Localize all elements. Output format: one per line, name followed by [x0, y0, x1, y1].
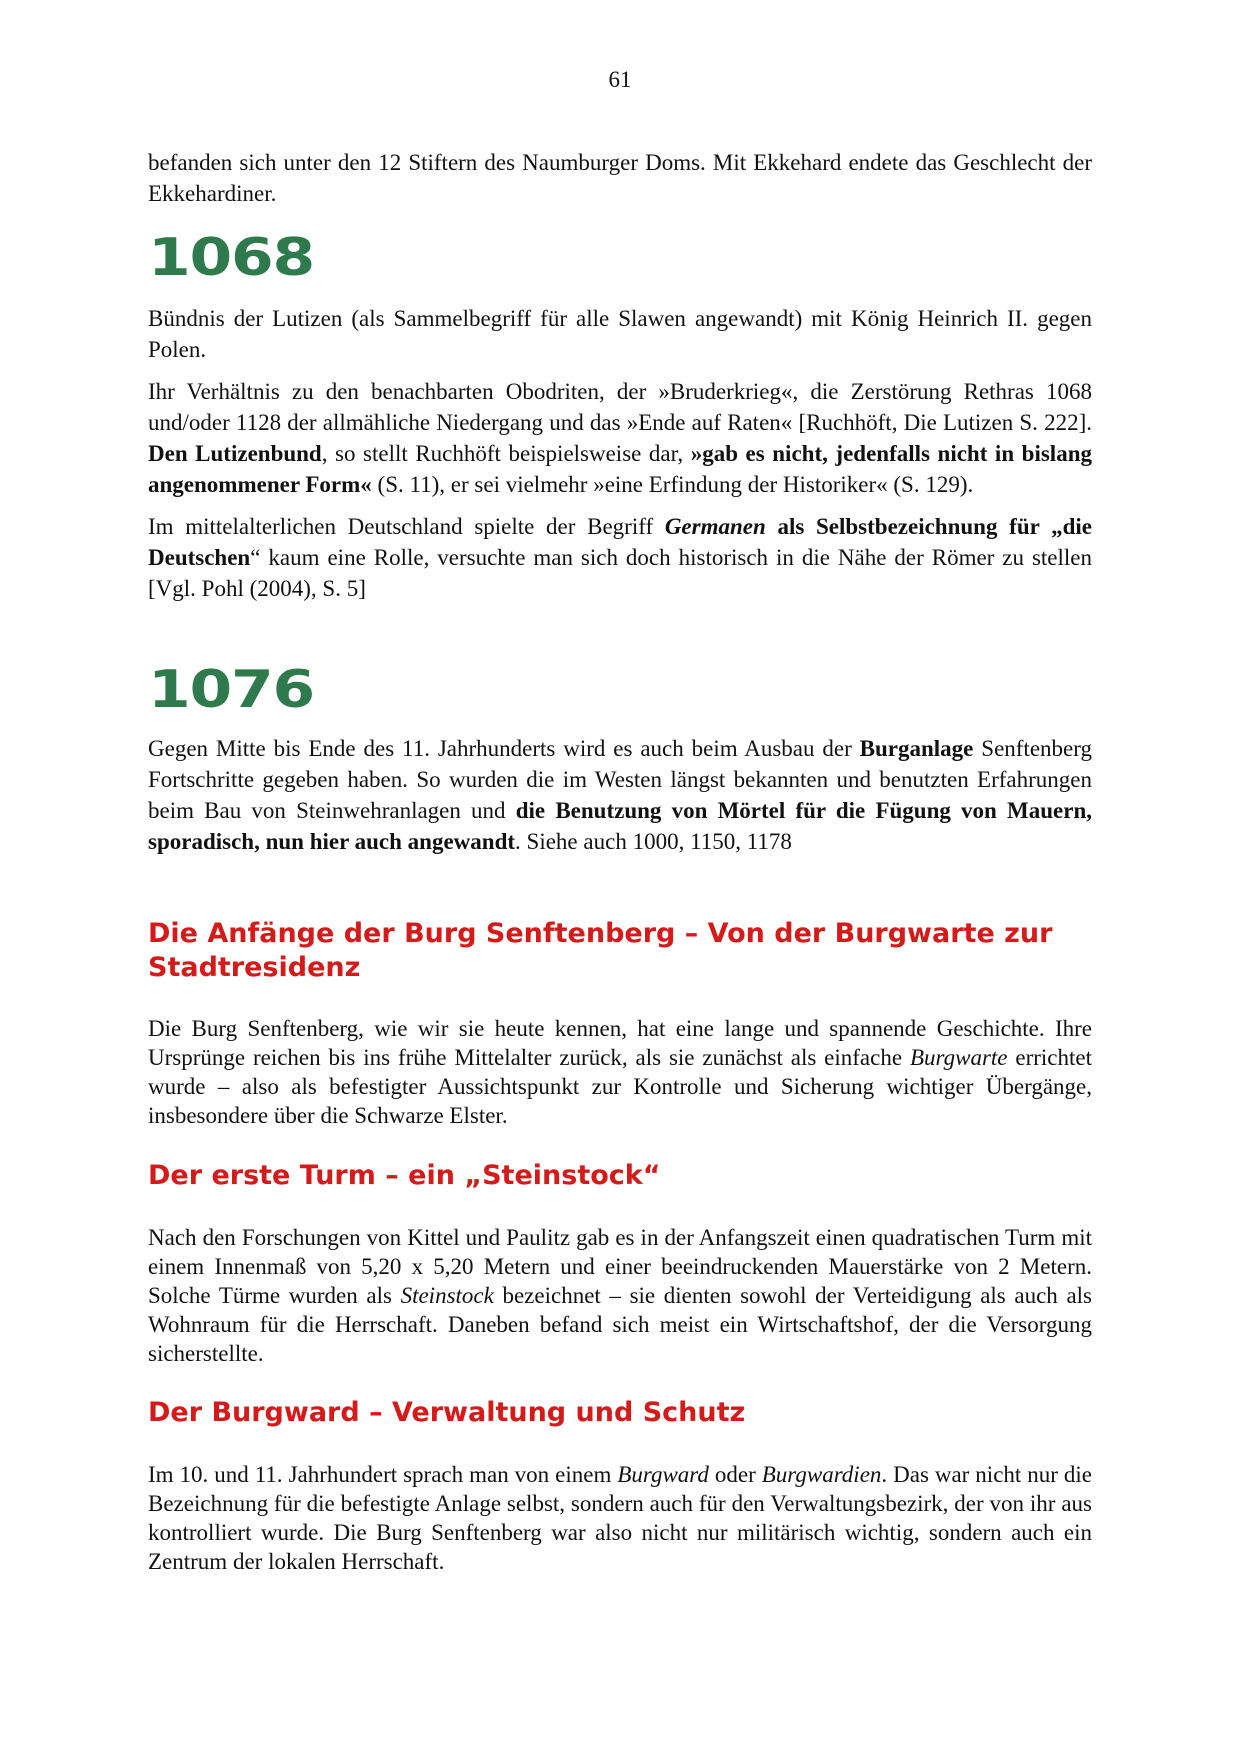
- heading-erster-turm: Der erste Turm – ein „Steinstock“: [148, 1160, 661, 1191]
- bold-run: Burganlage: [859, 736, 974, 761]
- section-turm-body: [148, 1223, 1092, 1368]
- italic-run: Burgward: [617, 1462, 709, 1487]
- paragraph-burgward: [148, 1460, 1092, 1576]
- page-number: 61: [608, 67, 632, 92]
- section-1076-body: [148, 733, 1092, 857]
- section-burg-body: [148, 1014, 1092, 1130]
- paragraph-burg-senftenberg: [148, 1014, 1092, 1130]
- year-heading-1068: 1068: [148, 228, 315, 288]
- text-run: Im mittelalterlichen Deutschland spielte der Begriff: [148, 514, 665, 539]
- year-heading-1076: 1076: [148, 660, 315, 720]
- bold-run: als Selbstbezeichnung für „die Deutschen: [148, 514, 1092, 570]
- text-run: . Siehe auch 1000, 1150, 1178: [515, 829, 792, 854]
- italic-run: Burgwarte: [909, 1045, 1008, 1070]
- section-burgward-body: [148, 1460, 1092, 1576]
- text-run: Im 10. und 11. Jahrhundert sprach man von einem: [148, 1462, 618, 1487]
- text-run: errichtet wurde – also als befestigter Aussichtspunkt zur Kontrolle und Sicherung wichtiger Übergänge, insbesondere über die Schwarze Elster.: [148, 1045, 1092, 1128]
- bold-run: die Benutzung von Mörtel für die Fügung von Mauern, sporadisch, nun hier auch angewandt: [148, 798, 1092, 854]
- text-run: , so stellt Ruchhöft beispielsweise dar,: [321, 441, 691, 466]
- paragraph-germanen: [148, 511, 1092, 604]
- heading-burgward: Der Burgward – Verwaltung und Schutz: [148, 1397, 746, 1428]
- paragraph-burganlage: [148, 733, 1092, 857]
- bold-run: »gab es nicht, jedenfalls nicht in bislang angenommener Form«: [148, 441, 1092, 497]
- intro-block: [148, 147, 1092, 209]
- paragraph-steinstock: [148, 1223, 1092, 1368]
- text-run: bezeichnet – sie dienten sowohl der Verteidigung als auch als Wohnraum für die Herrschaft. Daneben befand sich meist ein Wirtschaftshof, der die Versorgung sicherstellte.: [148, 1283, 1092, 1366]
- text-run: Senftenberg Fortschritte gegeben haben. So wurden die im Westen längst bekannten und benutzten Erfahrungen beim Bau von Steinwehranlagen und: [148, 736, 1092, 823]
- paragraph-verhaeltnis: [148, 376, 1092, 500]
- text-run: Gegen Mitte bis Ende des 11. Jahrhunderts wird es auch beim Ausbau der: [148, 736, 860, 761]
- text-run: Die Burg Senftenberg, wie wir sie heute kennen, hat eine lange und spannende Geschichte. Ihre Ursprünge reichen bis ins frühe Mittelalter zurück, als sie zunächst als einfache: [148, 1016, 1092, 1070]
- italic-run: Burgwardien: [761, 1462, 882, 1487]
- italic-run: Steinstock: [400, 1283, 494, 1308]
- paragraph-buendnis: Bündnis der Lutizen (als Sammelbegriff für alle Slawen angewandt) mit König Heinrich II. gegen Polen.: [148, 306, 1092, 362]
- text-run: oder: [708, 1462, 762, 1487]
- text-run: Ihr Verhältnis zu den benachbarten Obodriten, der »Bruderkrieg«, die Zerstörung Rethras 1068 und/oder 1128 der allmähliche Niedergang und das »Ende auf Raten« [Ruchhöft, Die Lutizen S. 222].: [148, 379, 1092, 435]
- bold-run: Den Lutizenbund: [148, 441, 322, 466]
- heading-anfaenge-burg: Die Anfänge der Burg Senftenberg – Von der Burgwarte zur Stadtresidenz: [148, 918, 1053, 983]
- text-run: . Das war nicht nur die Bezeichnung für die befestigte Anlage selbst, sondern auch für den Verwaltungsbezirk, der von ihr aus kontrolliert wurde. Die Burg Senftenberg war also nicht nur militärisch wichtig, sondern auch ein Zentrum der lokalen Herrschaft.: [148, 1462, 1092, 1574]
- text-run: Nach den Forschungen von Kittel und Paulitz gab es in der Anfangszeit einen quadratischen Turm mit einem Innenmaß von 5,20 x 5,20 Metern und einer beeindruckenden Mauerstärke von 2 Metern. Solche Türme wurden als: [148, 1225, 1092, 1308]
- intro-paragraph: befanden sich unter den 12 Stiftern des Naumburger Doms. Mit Ekkehard endete das Geschlecht der Ekkehardiner.: [148, 150, 1092, 206]
- bold-italic-run: Germanen: [664, 514, 766, 539]
- section-1068-body: [148, 303, 1092, 604]
- text-run: “ kaum eine Rolle, versuchte man sich doch historisch in die Nähe der Römer zu stellen [Vgl. Pohl (2004), S. 5]: [148, 545, 1092, 601]
- text-run: (S. 11), er sei vielmehr »eine Erfindung der Historiker« (S. 129).: [371, 472, 974, 497]
